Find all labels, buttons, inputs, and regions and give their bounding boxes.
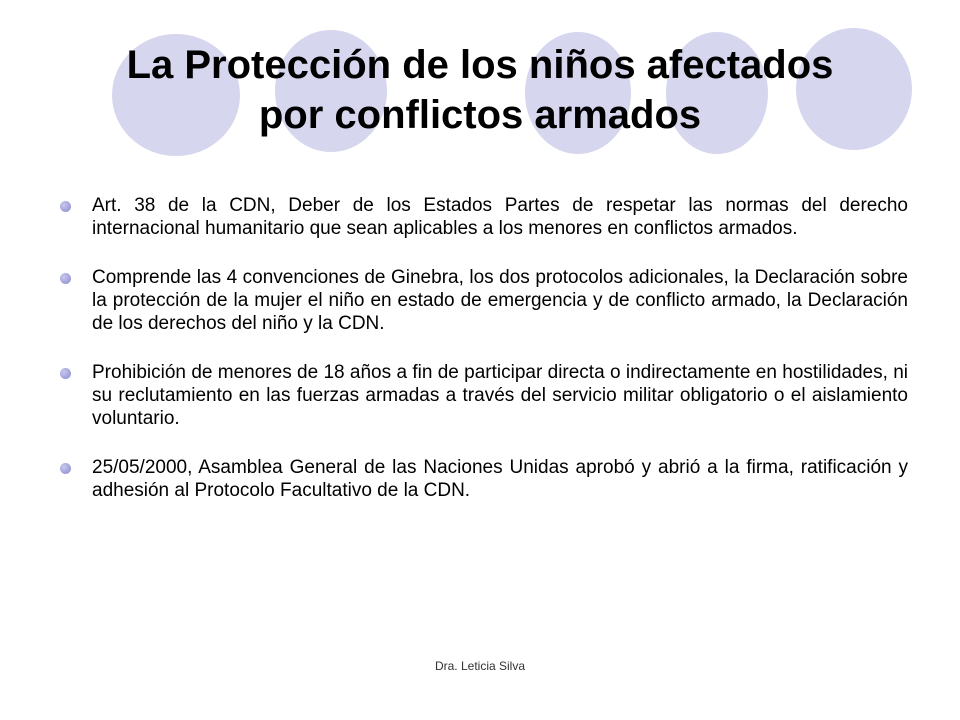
footer-author: Dra. Leticia Silva: [434, 659, 526, 673]
bullet-text: Art. 38 de la CDN, Deber de los Estados Partes de respetar las normas del derecho internacional humanitario que sean aplicables a los menores en conflictos armados.: [92, 195, 908, 239]
slide-title: [40, 40, 920, 140]
bullet-item: [60, 456, 908, 502]
bullet-dot-icon: [60, 201, 71, 212]
bullet-dot-icon: [60, 368, 71, 379]
bullet-text: Comprende las 4 convenciones de Ginebra, los dos protocolos adicionales, la Declaración sobre la protección de la mujer el niño en estado de emergencia y de conflicto armado, la Declaración de los derechos del niño y la CDN.: [92, 267, 908, 334]
bullet-item: [60, 194, 908, 240]
bullet-list: [60, 194, 908, 528]
bullet-dot-icon: [60, 273, 71, 284]
bullet-dot-icon: [60, 463, 71, 474]
slide-title-line-2: por conflictos armados: [258, 93, 702, 137]
bullet-item: [60, 266, 908, 335]
bullet-item: [60, 361, 908, 430]
bullet-text: 25/05/2000, Asamblea General de las Naciones Unidas aprobó y abrió a la firma, ratificación y adhesión al Protocolo Facultativo de la CDN.: [92, 457, 908, 501]
bullet-text: Prohibición de menores de 18 años a fin de participar directa o indirectamente en hostilidades, ni su reclutamiento en las fuerzas armadas a través del servicio militar obligatorio o el aislamiento voluntario.: [92, 362, 908, 429]
slide-title-line-1: La Protección de los niños afectados: [126, 43, 834, 87]
